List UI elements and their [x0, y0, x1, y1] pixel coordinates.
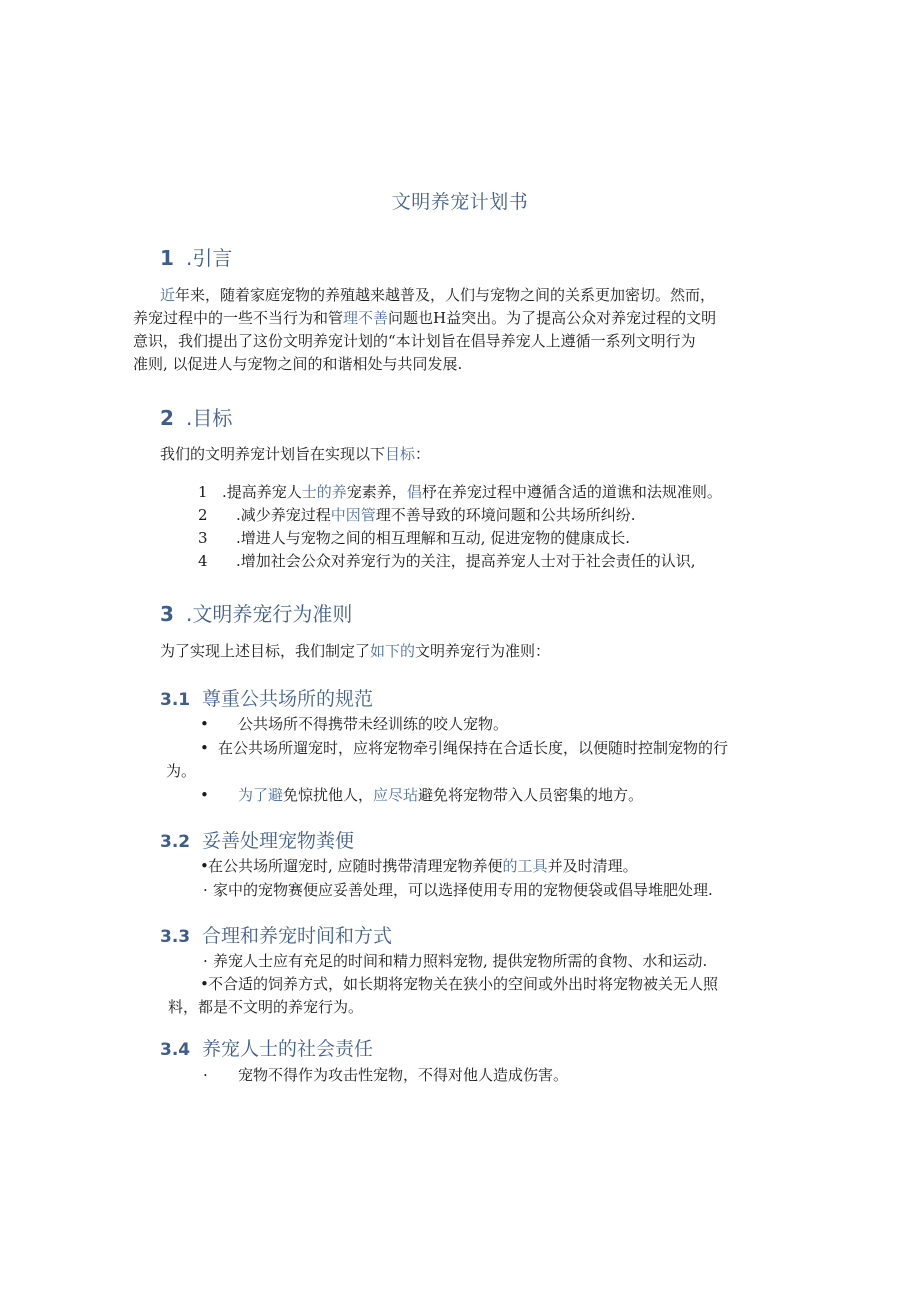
text: 理不善导致的环境问题和公共场所纠纷.: [375, 506, 636, 524]
section-title: .目标: [186, 406, 233, 430]
bullet-marker: ·: [203, 952, 208, 970]
bullet-3-3-2-cont: 料，都是不文明的养宠行为。: [168, 998, 364, 1016]
section-3-heading: [160, 598, 352, 627]
subsection-number: 3.4: [160, 1040, 191, 1060]
subsection-number: 3.2: [160, 832, 191, 852]
subsection-3-3-heading: [160, 921, 392, 948]
item-number: 3: [198, 529, 208, 547]
section-number: 2: [160, 406, 174, 430]
intro-line-4: 准则, 以促进人与宠物之间的和谐相处与共同发展.: [133, 355, 463, 373]
highlight-text: 理不善: [343, 309, 389, 327]
goals-intro: [160, 443, 430, 465]
goal-item-2: [198, 504, 636, 526]
highlight-text: 的工具: [502, 857, 548, 875]
highlight-text: 应尽玷: [373, 786, 419, 804]
bullet-3-3-2: [200, 973, 718, 995]
subsection-title: 养宠人士的社会责任: [202, 1038, 374, 1060]
subsection-title: 尊重公共场所的规范: [202, 688, 374, 710]
text: 问题也H益突出。为了提高公众对养宠过程的文明: [388, 309, 717, 327]
highlight-text: 如下的: [370, 642, 416, 660]
text: 为了实现上述目标，我们制定了: [160, 642, 371, 660]
bullet-3-1-2: [200, 737, 728, 759]
text: 宠物不得作为攻击性宠物，不得对他人造成伤害。: [238, 1066, 569, 1084]
text: 宠素养，: [346, 483, 407, 501]
text: 年来，随着家庭宠物的养殖越来越普及，人们与宠物之间的关系更加密切。然而，: [175, 286, 716, 304]
text: ：: [415, 445, 431, 463]
highlight-text: 中因管: [330, 506, 376, 524]
bullet-3-2-1: [200, 855, 638, 877]
text: 避免将宠物带入人员密集的地方。: [418, 786, 644, 804]
goal-item-3: [198, 527, 630, 549]
bullet-marker: •: [200, 715, 209, 733]
bullet-marker: •: [200, 739, 209, 757]
text: .增进人与宠物之间的相互理解和互动, 促进宠物的健康成长.: [236, 529, 631, 547]
bullet-3-3-1: [203, 950, 707, 972]
text: 并及时清理。: [547, 857, 638, 875]
subsection-title: 合理和养宠时间和方式: [202, 925, 393, 947]
item-number: 2: [198, 506, 208, 524]
section-1-heading: [160, 242, 232, 271]
intro-line-2: [133, 307, 716, 329]
text: 我们的文明养宠计划旨在实现以下: [160, 445, 386, 463]
text: 文明养宠行为准则：: [415, 642, 551, 660]
section-title: .文明养宠行为准则: [186, 602, 353, 626]
bullet-marker: ·: [203, 1066, 208, 1084]
text: .减少养宠过程: [236, 506, 331, 524]
text: 公共场所不得携带未经训练的咬人宠物。: [238, 715, 509, 733]
subsection-3-4-heading: [160, 1034, 373, 1061]
highlight-text: 士的养: [301, 483, 347, 501]
section-number: 1: [160, 246, 174, 270]
document-title: 文明养宠计划书: [391, 191, 529, 213]
bullet-3-1-3: [200, 784, 643, 806]
subsection-number: 3.3: [160, 927, 191, 947]
text: 养宠人士应有充足的时间和精力照料宠物, 提供宠物所需的食物、水和运动.: [213, 952, 708, 970]
subsection-3-1-heading: [160, 684, 373, 711]
subsection-title: 妥善处理宠物粪便: [202, 830, 355, 852]
highlight-text: 近: [160, 286, 176, 304]
bullet-marker: ·: [203, 881, 208, 899]
rules-intro: [160, 640, 550, 662]
highlight-text: 目标: [385, 445, 416, 463]
bullet-marker: •: [200, 786, 209, 804]
text: 养宠过程中的一些不当行为和管: [133, 309, 344, 327]
item-number: 1: [198, 483, 208, 501]
bullet-3-1-1: [200, 713, 508, 735]
text: .增加社会公众对养宠行为的关注，提高养宠人士对于社会责任的认识,: [236, 552, 696, 570]
text: 不合适的饲养方式，如长期将宠物关在狭小的空间或外出时将宠物被关无人照: [208, 975, 719, 993]
section-number: 3: [160, 602, 174, 626]
goal-item-1: [198, 481, 722, 503]
text: 杼在养宠过程中遵循含适的道谯和法规准则。: [421, 483, 722, 501]
goal-item-4: [198, 550, 696, 572]
text: 在公共场所遛宠时, 应随时携带清理宠物养便: [208, 857, 503, 875]
intro-line-1: [160, 284, 715, 306]
text: 家中的宠物赛便应妥善处理，可以选择使用专用的宠物便袋或倡导堆肥处理.: [213, 881, 713, 899]
subsection-3-2-heading: [160, 826, 354, 853]
section-2-heading: [160, 402, 232, 431]
bullet-3-1-2-cont: 为。: [166, 762, 197, 780]
text: 在公共场所遛宠时，应将宠物牵引绳保持在合适长度，以便随时控制宠物的行: [218, 739, 729, 757]
text: .提高养宠人: [222, 483, 302, 501]
bullet-marker: •: [200, 857, 209, 875]
section-title: .引言: [186, 246, 233, 270]
intro-line-3: 意识，我们提出了这份文明养宠计划的“本计划旨在倡导养宠人上遵循一系列文明行为: [133, 332, 696, 350]
bullet-3-2-2: [203, 879, 713, 901]
text: 免惊扰他人，: [283, 786, 374, 804]
bullet-3-4-1: [203, 1064, 568, 1086]
highlight-text: 倡: [406, 483, 422, 501]
subsection-number: 3.1: [160, 690, 191, 710]
bullet-marker: •: [200, 975, 209, 993]
item-number: 4: [198, 552, 208, 570]
highlight-text: 为了避: [238, 786, 284, 804]
